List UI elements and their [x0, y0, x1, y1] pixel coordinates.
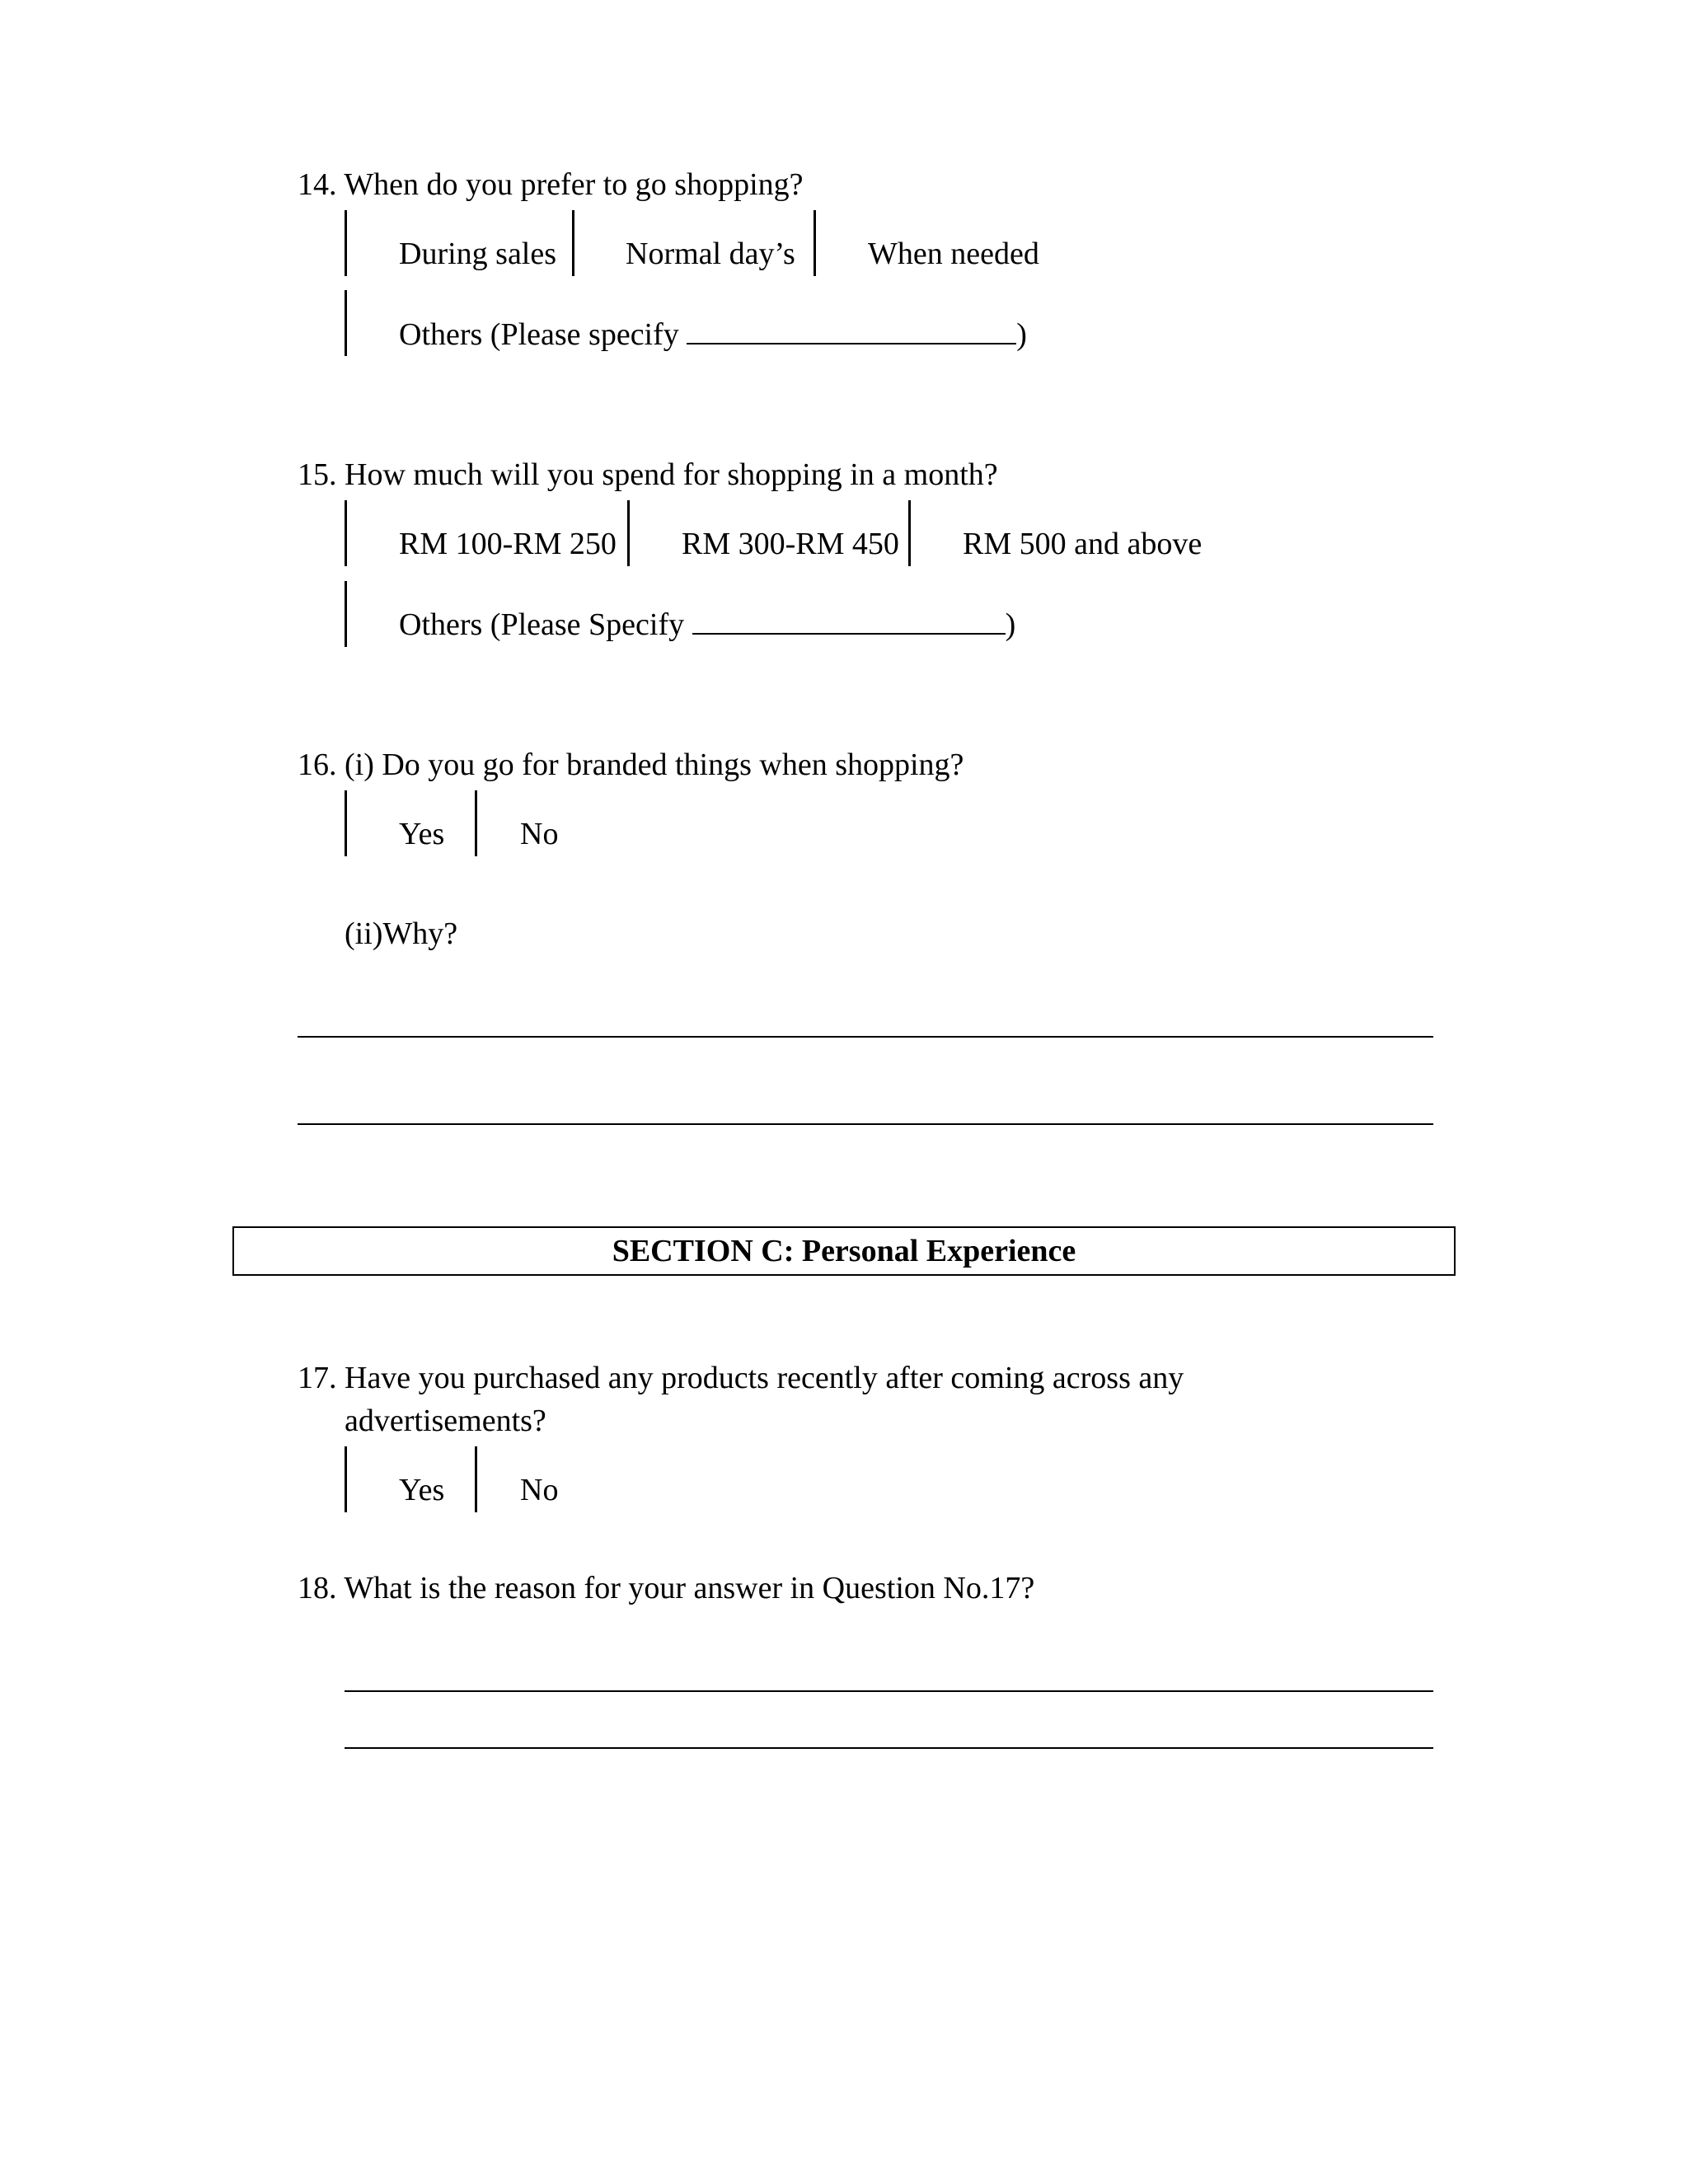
- q15-others-close: ): [1005, 607, 1016, 642]
- section-c-header: [232, 1226, 1456, 1276]
- q17-question-line2: advertisements?: [345, 1404, 546, 1438]
- q14-others-label: Others (Please specify: [399, 317, 679, 352]
- q14-checkbox-normal-days[interactable]: [572, 210, 574, 276]
- q14-checkbox-during-sales[interactable]: [345, 210, 347, 276]
- q14-option-during-sales: During sales: [399, 237, 557, 271]
- q16-option-yes: Yes: [399, 817, 445, 851]
- q16-answer-line-2[interactable]: [298, 1123, 1433, 1125]
- q15-others-row: [399, 607, 1015, 643]
- q14-others-input[interactable]: [687, 316, 1016, 344]
- q15-question: 15. How much will you spend for shopping in a month?: [298, 457, 998, 492]
- q15-others-label: Others (Please Specify: [399, 607, 685, 642]
- q16-question: 16. (i) Do you go for branded things when shopping?: [298, 748, 964, 782]
- q15-checkbox-rm100-250[interactable]: [345, 500, 347, 566]
- q15-option-rm500-above: RM 500 and above: [963, 527, 1203, 561]
- section-c-title: SECTION C: Personal Experience: [612, 1234, 1076, 1268]
- q14-checkbox-others[interactable]: [345, 290, 347, 356]
- q16-checkbox-no[interactable]: [475, 790, 477, 856]
- q16-checkbox-yes[interactable]: [345, 790, 347, 856]
- q16-sub-question: (ii)Why?: [345, 916, 458, 951]
- q14-question: 14. When do you prefer to go shopping?: [298, 167, 804, 202]
- q16-answer-line-1[interactable]: [298, 1036, 1433, 1038]
- q17-question-line1: 17. Have you purchased any products recently after coming across any: [298, 1361, 1184, 1395]
- q15-checkbox-rm300-450[interactable]: [627, 500, 630, 566]
- q17-checkbox-no[interactable]: [475, 1446, 477, 1512]
- q14-option-normal-days: Normal day’s: [626, 237, 795, 271]
- q18-question: 18. What is the reason for your answer in Question No.17?: [298, 1571, 1035, 1605]
- q14-others-row: [399, 316, 1027, 353]
- q15-others-input[interactable]: [692, 607, 1006, 635]
- q15-option-rm100-250: RM 100-RM 250: [399, 527, 617, 561]
- q17-option-yes: Yes: [399, 1473, 445, 1507]
- q18-answer-line-1[interactable]: [345, 1690, 1433, 1692]
- q14-others-close: ): [1016, 317, 1027, 352]
- q18-answer-line-2[interactable]: [345, 1747, 1433, 1749]
- q14-option-when-needed: When needed: [868, 237, 1039, 271]
- q17-option-no: No: [520, 1473, 559, 1507]
- q17-checkbox-yes[interactable]: [345, 1446, 347, 1512]
- q16-option-no: No: [520, 817, 559, 851]
- q14-checkbox-when-needed[interactable]: [814, 210, 816, 276]
- q15-checkbox-rm500-above[interactable]: [908, 500, 911, 566]
- q15-option-rm300-450: RM 300-RM 450: [682, 527, 899, 561]
- q15-checkbox-others[interactable]: [345, 581, 347, 647]
